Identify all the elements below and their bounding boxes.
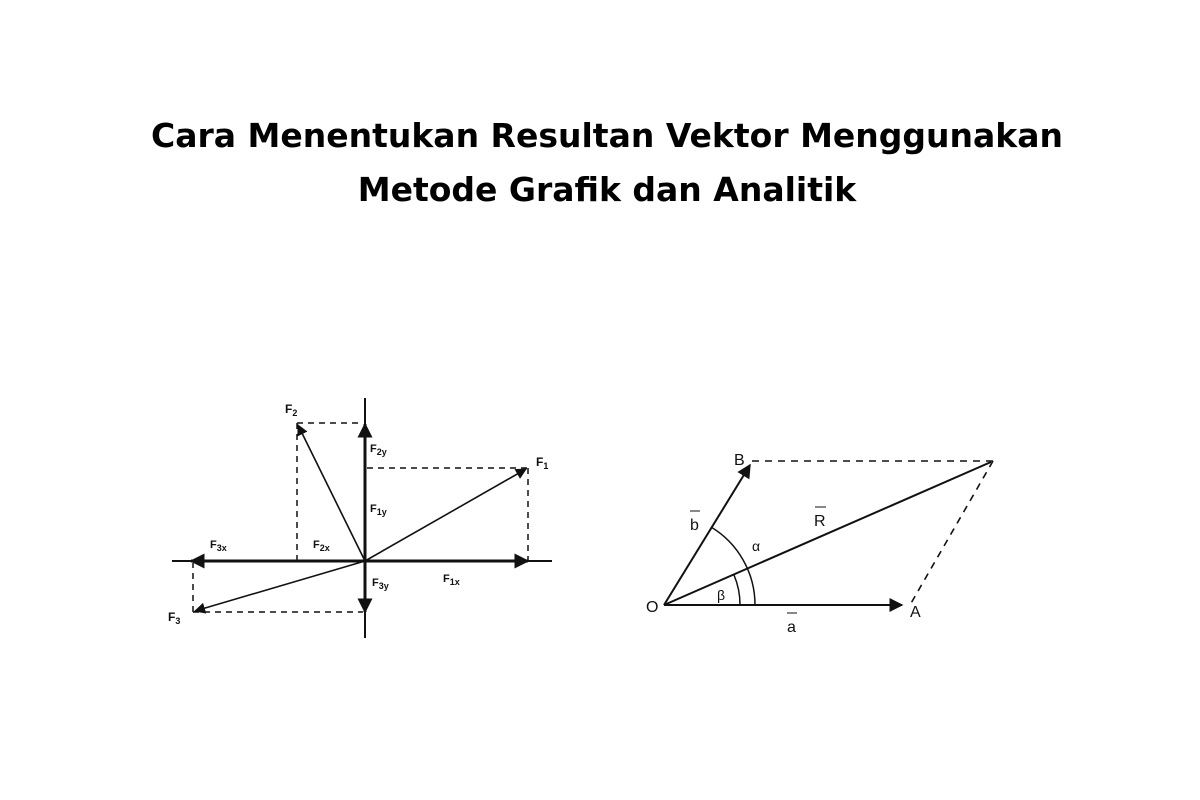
vector-f1 <box>365 469 526 561</box>
component-method-labels <box>168 402 548 626</box>
label-f3: $F_3$ <box>168 610 181 626</box>
label-f2y: $F_{2y}$ <box>370 443 387 457</box>
label-f1y: $F_{1y}$ <box>370 503 387 517</box>
label-f2: $F_2$ <box>285 402 298 418</box>
label-f3y: $F_{3y}$ <box>372 577 389 591</box>
vector-f3 <box>195 561 365 611</box>
label-point-b: B <box>734 452 745 469</box>
vector-f2 <box>298 425 365 561</box>
label-beta: β <box>717 587 726 603</box>
label-vector-r: R <box>814 513 826 530</box>
label-f2x: $F_{2x}$ <box>313 539 330 553</box>
label-f3x: $F_{3x}$ <box>210 539 227 553</box>
label-alpha: α <box>752 538 761 554</box>
page-title-line-1: Cara Menentukan Resultan Vektor Menggunakan <box>150 116 1064 155</box>
parallelogram-sides <box>752 461 993 605</box>
label-vector-a: a <box>787 619 796 636</box>
projection-lines <box>193 423 528 612</box>
label-origin: O <box>646 599 659 616</box>
angle-beta-arc <box>734 575 740 605</box>
vector-r <box>664 462 991 605</box>
label-f1x: $F_{1x}$ <box>443 573 460 587</box>
parallelogram-diagram <box>664 461 993 613</box>
page-title-line-2: Metode Grafik dan Analitik <box>357 170 857 209</box>
label-point-a: A <box>910 604 921 621</box>
label-vector-b: b <box>690 517 699 534</box>
parallelogram-labels <box>646 452 921 636</box>
label-f1: $F_1$ <box>536 455 549 471</box>
component-method-diagram <box>172 398 552 638</box>
